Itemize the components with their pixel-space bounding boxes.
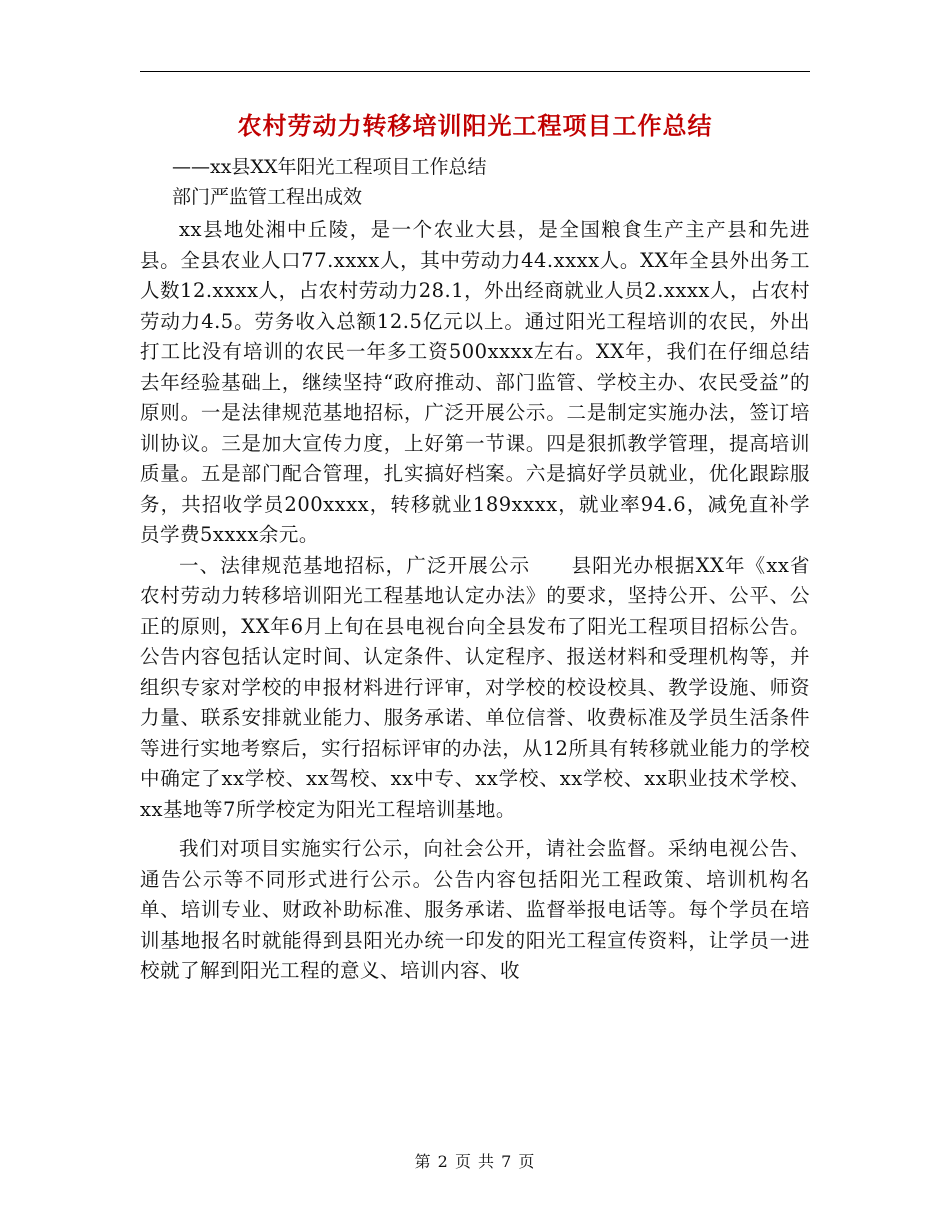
body-paragraph: xx县地处湘中丘陵，是一个农业大县，是全国粮食生产主产县和先进县。全县农业人口77.xxxx人，其中劳动力44.xxxx人。XX年全县外出务工人数12.xxxx人，占农村劳动力28.1，外出经商就业人员2.xxxx人，占农村劳动力4.5。劳务收入总额12.5亿元以上。通过阳光工程培训的农民，外出打工比没有培训的农民一年多工资500xxxx左右。XX年，我们在仔细总结去年经验基础上，继续坚持“政府推动、部门监管、学校主办、农民受益”的原则。一是法律规范基地招标，广泛开展公示。二是制定实施办法，签订培训协议。三是加大宣传力度，上好第一节课。四是狠抓教学管理，提高培训质量。五是部门配合管理，扎实搞好档案。六是搞好学员就业，优化跟踪服务，共招收学员200xxxx，转移就业189xxxx，就业率94.6，减免直补学员学费5xxxx余元。 <box>140 218 810 546</box>
body-paragraph: 一、法律规范基地招标，广泛开展公示 县阳光办根据XX年《xx省农村劳动力转移培训阳光工程基地认定办法》的要求，坚持公开、公平、公正的原则，XX年6月上旬在县电视台向全县发布了阳光工程项目招标公告。公告内容包括认定时间、认定条件、认定程序、报送材料和受理机构等，并组织专家对学校的申报材料进行评审，对学校的校设校具、教学设施、师资力量、联系安排就业能力、服务承诺、单位信誉、收费标准及学员生活条件等进行实地考察后，实行招标评审的办法，从12所具有转移就业能力的学校中确定了xx学校、xx驾校、xx中专、xx学校、xx学校、xx职业技术学校、xx基地等7所学校定为阳光工程培训基地。 <box>140 553 810 821</box>
header-rule <box>140 71 810 72</box>
section-heading: 部门严监管工程出成效 <box>172 186 363 208</box>
document-body <box>140 215 810 987</box>
body-paragraph: 我们对项目实施实行公示，向社会公开，请社会监督。采纳电视公告、通告公示等不同形式进行公示。公告内容包括阳光工程政策、培训机构名单、培训专业、财政补助标准、服务承诺、监督举报电话等。每个学员在培训基地报名时就能得到县阳光办统一印发的阳光工程宣传资料，让学员一进校就了解到阳光工程的意义、培训内容、收 <box>140 837 810 982</box>
page-number: 第 2 页 共 7 页 <box>414 1152 536 1171</box>
document-subtitle: ——xx县XX年阳光工程项目工作总结 <box>172 156 487 178</box>
document-title: 农村劳动力转移培训阳光工程项目工作总结 <box>237 111 713 140</box>
